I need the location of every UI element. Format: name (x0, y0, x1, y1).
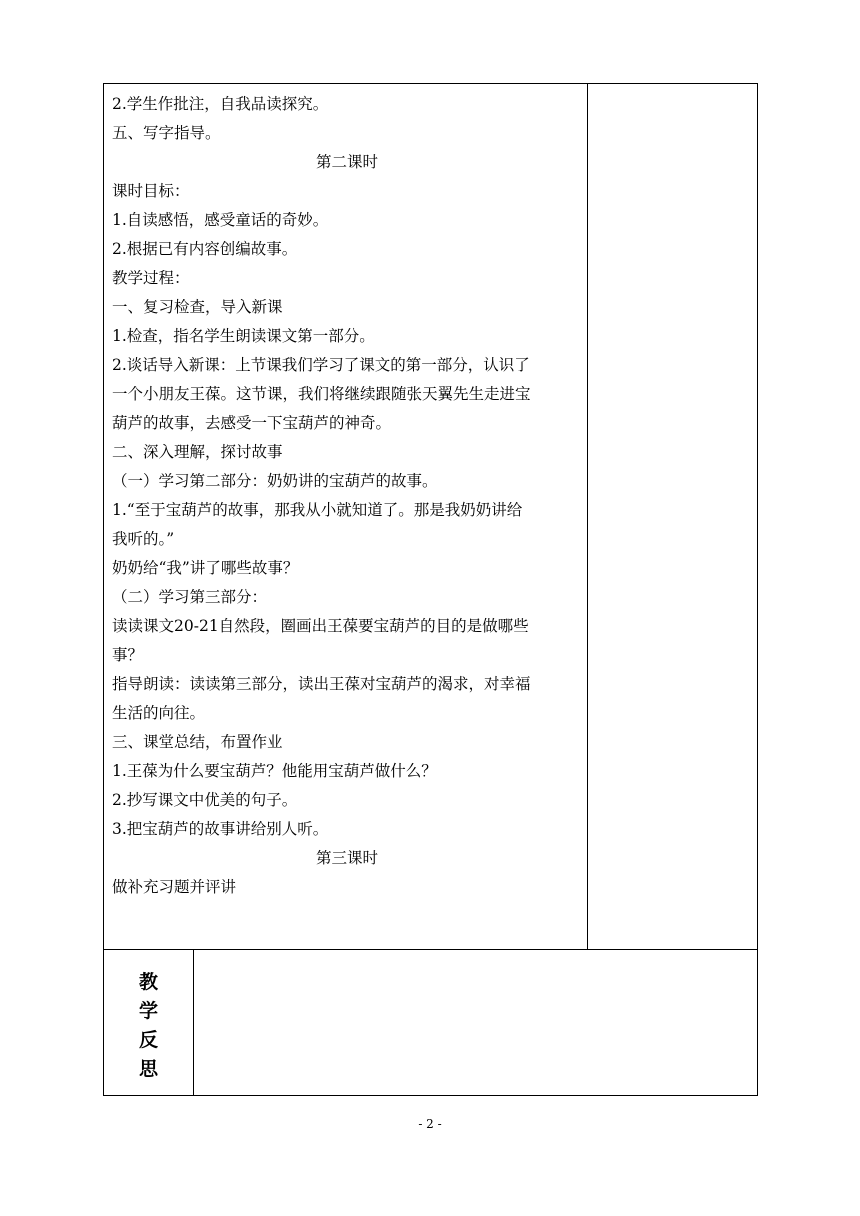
content-line: （一）学习第二部分：奶奶讲的宝葫芦的故事。 (112, 472, 438, 490)
content-line: 1.检查，指名学生朗读课文第一部分。 (112, 327, 375, 345)
notes-column-cell (588, 84, 757, 950)
content-line: 葫芦的故事，去感受一下宝葫芦的神奇。 (112, 414, 392, 432)
content-line: 2.谈话导入新课：上节课我们学习了课文的第一部分，认识了 (112, 356, 530, 374)
content-line: 3.把宝葫芦的故事讲给别人听。 (112, 820, 329, 838)
reflection-body-cell (194, 950, 757, 1095)
content-line: 一、复习检查，导入新课 (112, 298, 283, 316)
page-number: - 2 - (418, 1117, 442, 1131)
content-line: （二）学习第三部分： (112, 588, 268, 606)
reflection-label-char: 思 (138, 1058, 158, 1080)
content-line: 1.自读感悟，感受童话的奇妙。 (112, 211, 329, 229)
lesson-section-heading: 第三课时 (315, 849, 378, 867)
reflection-label-char: 反 (138, 1029, 158, 1051)
content-line: 事？ (112, 646, 144, 664)
reflection-label (104, 968, 193, 1084)
teaching-content-cell (104, 84, 588, 950)
content-line: 教学过程： (112, 269, 190, 287)
content-line: 课时目标： (112, 182, 190, 200)
content-line: 生活的向往。 (112, 704, 206, 722)
content-line: 奶奶给“我”讲了哪些故事？ (112, 559, 299, 577)
lesson-section-heading: 第二课时 (315, 153, 378, 171)
teaching-content-lines (112, 90, 582, 902)
content-line: 二、深入理解，探讨故事 (112, 443, 283, 461)
content-line: 指导朗读：读读第三部分，读出王葆对宝葫芦的渴求，对幸福 (112, 675, 531, 693)
content-line: 做补充习题并评讲 (112, 878, 237, 896)
reflection-label-char: 教 (138, 971, 158, 993)
content-line: 三、课堂总结，布置作业 (112, 733, 283, 751)
content-line: 2.根据已有内容创编故事。 (112, 240, 298, 258)
reflection-label-char: 学 (138, 1000, 158, 1022)
content-line: 五、写字指导。 (112, 124, 221, 142)
reflection-label-cell (104, 950, 194, 1095)
content-line: 1.“至于宝葫芦的故事，那我从小就知道了。那是我奶奶讲给 (112, 501, 523, 519)
content-line: 读读课文20-21自然段，圈画出王葆要宝葫芦的目的是做哪些 (112, 617, 529, 635)
lesson-plan-table (103, 83, 758, 1096)
content-line: 1.王葆为什么要宝葫芦？他能用宝葫芦做什么？ (112, 762, 437, 780)
content-line: 2.学生作批注，自我品读探究。 (112, 95, 329, 113)
content-line: 我听的。” (112, 530, 175, 548)
content-line: 2.抄写课文中优美的句子。 (112, 791, 298, 809)
content-line: 一个小朋友王葆。这节课，我们将继续跟随张天翼先生走进宝 (112, 385, 531, 403)
